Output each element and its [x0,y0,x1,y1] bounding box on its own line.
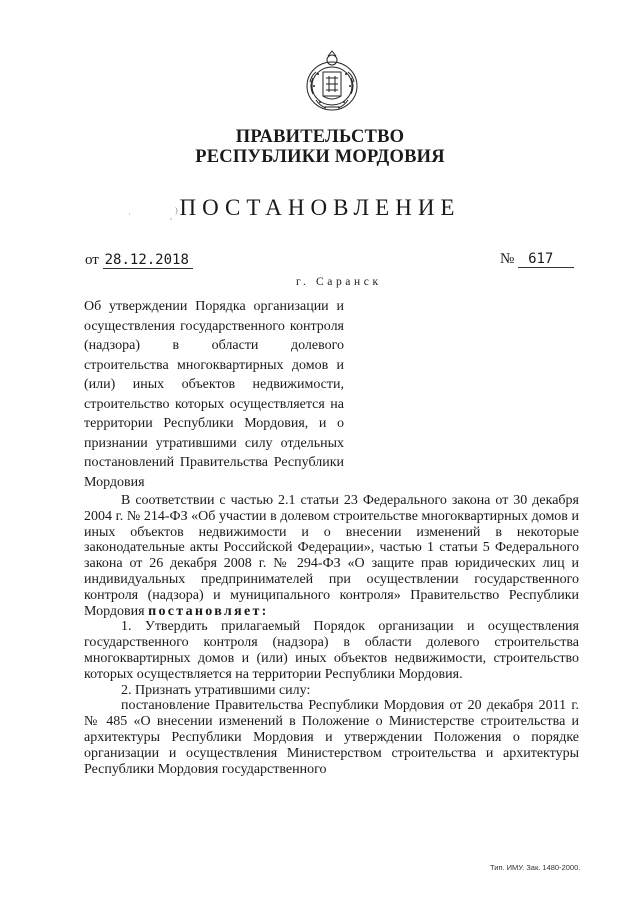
number-line [500,251,574,268]
city: г. Саранск [296,276,382,288]
date-prefix: от [85,252,99,268]
item-2-subitem: постановление Правительства Республики Мордовия от 20 декабря 2011 г. № 485 «О внесении изменений в Положение о Министерстве строительства и архитектуры Республики Мордовия и утверждении Положения о порядке организации и осуществления Министерством строительства и архитектуры Республики Мордовия государственного [84,698,579,777]
preamble-paragraph [84,493,579,619]
coat-of-arms-icon [304,50,360,114]
document-type: ПОСТАНОВЛЕНИЕ [179,195,461,220]
item-1: 1. Утвердить прилагаемый Порядок организации и осуществления государственного контроля (надзора) в области долевого строительства многоквартирных домов и (или) иных объектов недвижимости, строительство которых осуществляется на территории Республики Мордовия. [84,619,579,682]
item-2: 2. Признать утратившими силу: [121,682,311,698]
scan-speck: ) [175,206,178,215]
government-name-line2: РЕСПУБЛИКИ МОРДОВИЯ [195,147,445,167]
print-note: Тип. ИМУ. Зак. 1480-2000. [490,863,581,872]
scan-speck: , [170,212,172,221]
resolves-word: постановляет: [148,603,269,619]
decree-number: 617 [518,251,574,268]
decree-body [84,493,579,777]
preamble-text: В соответствии с частью 2.1 статьи 23 Федерального закона от 30 декабря 2004 г. № 214-ФЗ «Об участии в долевом строительстве многоквартирных домов и иных объектов недвижимости и о внесении изменений в некоторые законодательные акты Российской Федерации», частью 1 статьи 5 Федерального закона от 26 декабря 2008 г. № 294-ФЗ «О защите прав юридических лиц и индивидуальных предпринимателей при осуществлении государственного контроля (надзора) и муниципального контроля» Правительство Республики Мордовия [84,493,579,619]
scan-speck: · [128,210,131,219]
number-prefix: № [500,251,515,267]
government-name-line1: ПРАВИТЕЛЬСТВО [235,127,405,147]
decree-title: Об утверждении Порядка организации и осуществления государственного контроля (надзора) в области долевого строительства многоквартирных домов и (или) иных объектов недвижимости, строительство которых осуществляется на территории Республики Мордовия, и о признании утратившими силу отдельных постановлений Правительства Республики Мордовия [84,299,344,490]
decree-date: 28.12.2018 [103,252,193,269]
date-line [85,252,193,269]
